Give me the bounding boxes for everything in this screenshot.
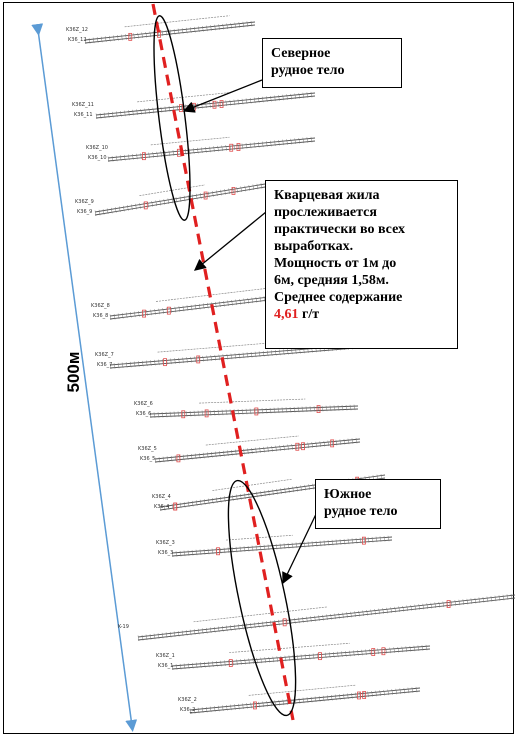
average-grade-unit: г/т <box>298 307 320 322</box>
scale-label: 500м <box>64 351 83 393</box>
north-callout-line-1: Северное <box>271 46 331 61</box>
trench-line <box>190 691 420 713</box>
trench-upper-trace <box>212 479 292 490</box>
trench-line <box>172 537 392 553</box>
south-callout-line-1: Южное <box>324 487 372 502</box>
vein-callout-line-7: Среднее содержание <box>274 290 403 305</box>
trench-label-bottom: K36_3 <box>158 550 174 556</box>
quartz-vein-line <box>153 4 293 720</box>
trench-label-top: K36Z_12 <box>66 27 88 33</box>
sample-mark <box>255 408 258 415</box>
trench-line <box>155 439 360 459</box>
south-callout-line-2: рудное тело <box>324 504 398 519</box>
trench-label-bottom: K36_8 <box>93 313 109 319</box>
sample-mark <box>179 105 182 112</box>
sample-mark <box>283 619 286 626</box>
trench-line <box>95 184 265 212</box>
trench-label-top: K36Z_4 <box>152 494 171 500</box>
trench-lines <box>85 16 515 714</box>
trench-label-bottom: K36_9 <box>77 209 93 215</box>
trench-label-bottom: K36_12 <box>68 37 87 43</box>
trench-label-top: K36Z_5 <box>138 446 157 452</box>
trench-label-top: K36Z_8 <box>91 303 110 309</box>
trench-upper-trace <box>206 436 299 445</box>
trench-line <box>108 138 315 158</box>
trench-label-top: K-19 <box>118 624 129 630</box>
trench-label-bottom: K36_7 <box>97 362 113 368</box>
trench-line <box>96 96 315 118</box>
trench-label-bottom: K36_10 <box>88 155 107 161</box>
trench-label-top: K36Z_9 <box>75 199 94 205</box>
quartz-vein-callout <box>265 180 458 349</box>
trench-label-top: K36Z_10 <box>86 145 108 151</box>
sample-mark <box>232 187 235 194</box>
trench-label-bottom: K36_2 <box>180 707 196 713</box>
trench-label-top: K36Z_11 <box>72 102 94 108</box>
trench-line <box>190 688 420 710</box>
north-ore-body-ellipse <box>147 14 198 222</box>
vein-pointer-arrow <box>195 212 266 270</box>
trench-upper-trace <box>199 399 305 403</box>
trench-line <box>172 649 430 669</box>
trench-upper-trace <box>125 16 230 27</box>
vein-callout-line-5: Мощность от 1м до <box>274 256 397 271</box>
trench-label-top: K36Z_1 <box>156 653 175 659</box>
north-ore-body-callout <box>262 38 402 88</box>
trench-line <box>110 346 380 368</box>
vein-callout-line-3: практически во всех <box>274 222 406 237</box>
trench-label-top: K36Z_2 <box>178 697 197 703</box>
trench-label-top: K36Z_7 <box>95 352 114 358</box>
trench-label-bottom: K36_11 <box>74 112 93 118</box>
trench-upper-trace <box>229 643 349 652</box>
north-callout-line-2: рудное тело <box>271 63 345 78</box>
trench-label-top: K36Z_3 <box>156 540 175 546</box>
trench-label-bottom: K36_5 <box>140 456 156 462</box>
vein-callout-line-4: выработках. <box>274 239 354 254</box>
vein-callout-line-2: прослеживается <box>274 205 377 220</box>
trench-line <box>172 646 430 666</box>
trench-line <box>138 598 515 640</box>
south-ore-body-ellipse <box>215 476 310 720</box>
trench-label-bottom: K36_6 <box>136 411 152 417</box>
trench-upper-trace <box>158 342 277 352</box>
sample-mark <box>229 660 232 667</box>
sample-mark <box>220 101 223 108</box>
trench-label-bottom: K36_4 <box>154 504 170 510</box>
vein-callout-line-1: Кварцевая жила <box>274 188 380 203</box>
scale-arrow <box>38 30 132 726</box>
trench-label-top: K36Z_6 <box>134 401 153 407</box>
trench-line <box>95 187 265 215</box>
trench-upper-trace <box>226 535 293 540</box>
trench-line <box>108 141 315 161</box>
average-grade-value: 4,61 <box>274 307 299 322</box>
south-ore-body-callout <box>315 479 441 529</box>
trench-label-bottom: K36_1 <box>158 663 174 669</box>
vein-callout-line-8 <box>274 306 449 323</box>
trench-line <box>155 442 360 462</box>
sample-mark <box>164 359 167 366</box>
vein-callout-line-6: 6м, средняя 1,58м. <box>274 273 389 288</box>
